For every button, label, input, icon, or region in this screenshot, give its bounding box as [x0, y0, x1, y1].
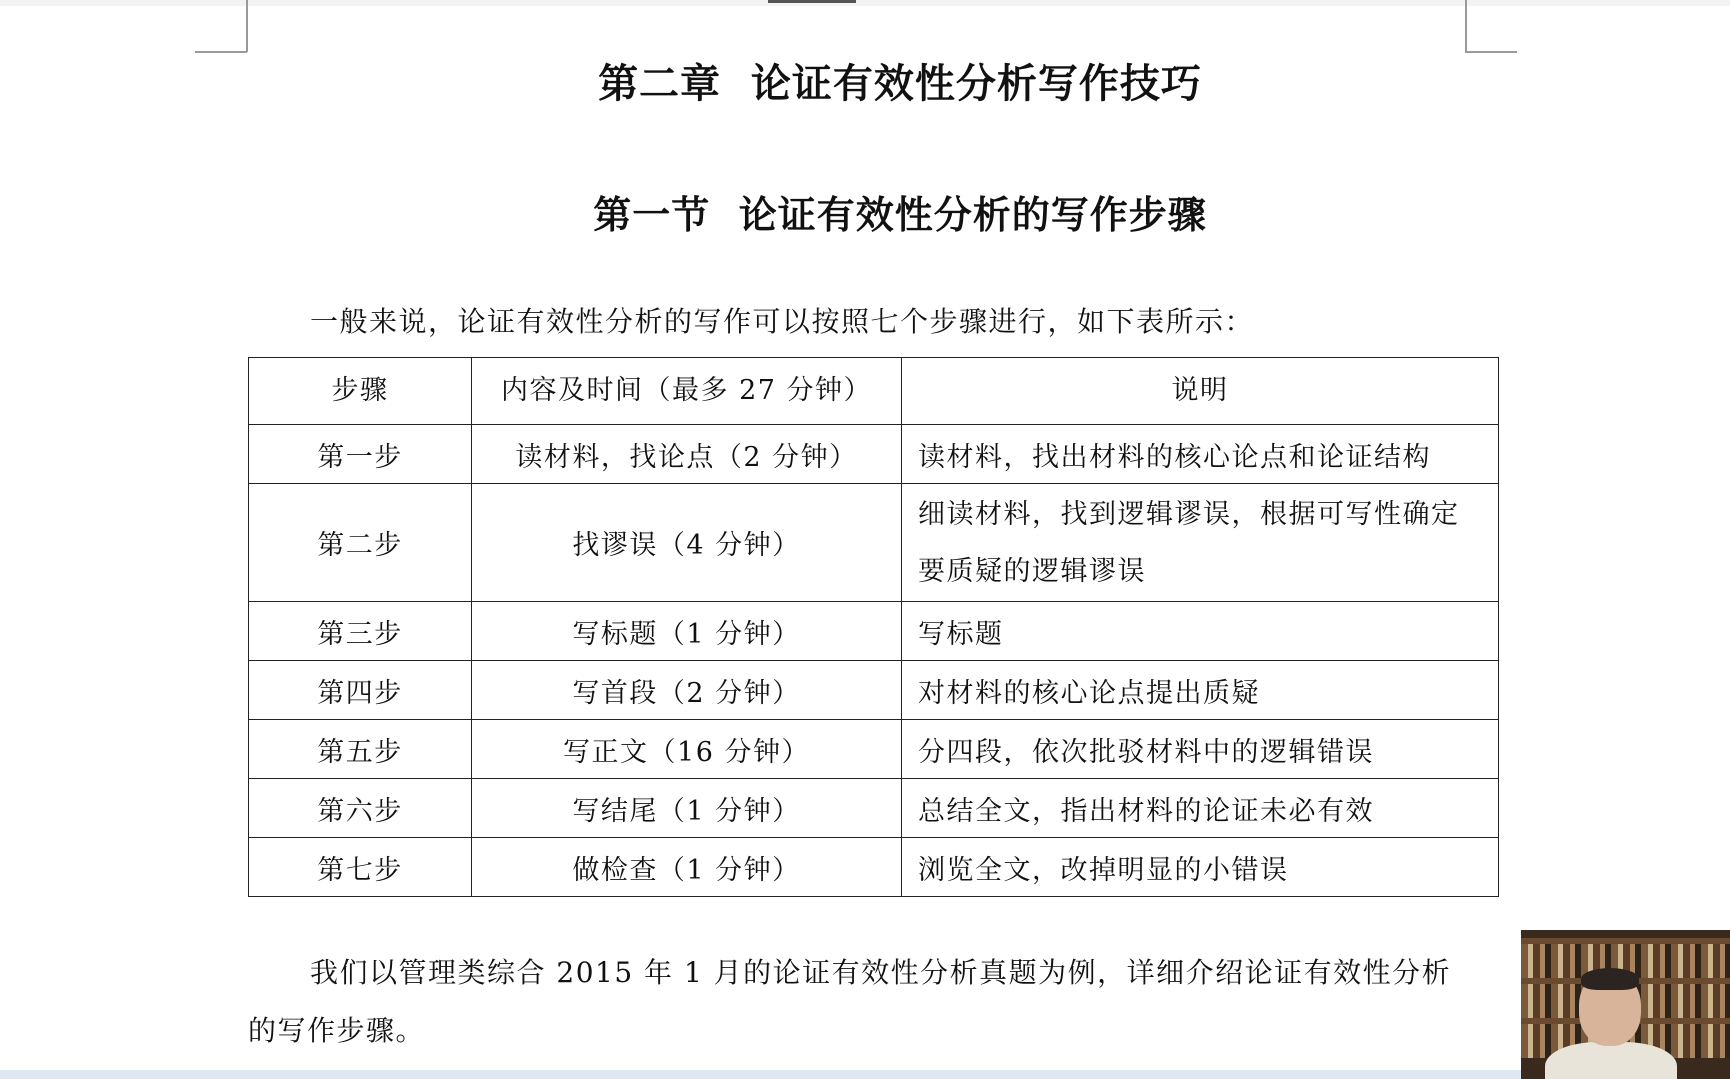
- step-cell: 第五步: [249, 720, 472, 779]
- content-cell: 读材料，找论点（2 分钟）: [472, 425, 902, 484]
- note-cell: 读材料，找出材料的核心论点和论证结构: [902, 425, 1499, 484]
- content-cell: 找谬误（4 分钟）: [472, 484, 902, 602]
- table-row: [249, 779, 1499, 838]
- intro-paragraph: 一般来说，论证有效性分析的写作可以按照七个步骤进行，如下表所示：: [310, 305, 1255, 338]
- step-cell: 第三步: [249, 602, 472, 661]
- content-cell: 写首段（2 分钟）: [472, 661, 902, 720]
- section-title: 第一节 论证有效性分析的写作步骤: [593, 193, 1207, 237]
- table-row: [249, 661, 1499, 720]
- table-row: [249, 720, 1499, 779]
- crop-mark-top-left-vertical: [246, 0, 248, 52]
- note-cell: 对材料的核心论点提出质疑: [902, 661, 1499, 720]
- step-cell: 第七步: [249, 838, 472, 897]
- step-cell: 第一步: [249, 425, 472, 484]
- crop-mark-top-right-vertical: [1465, 0, 1467, 52]
- note-cell: 细读材料，找到逻辑谬误，根据可写性确定要质疑的逻辑谬误: [902, 484, 1499, 602]
- content-cell: 写正文（16 分钟）: [472, 720, 902, 779]
- table-row: [249, 838, 1499, 897]
- content-cell: 做检查（1 分钟）: [472, 838, 902, 897]
- closing-paragraph: 我们以管理类综合 2015 年 1 月的论证有效性分析真题为例，详细介绍论证有效性分析的写作步骤。: [248, 956, 1452, 1047]
- writing-steps-table: [248, 357, 1499, 897]
- content-cell: 写标题（1 分钟）: [472, 602, 902, 661]
- table-header-row: [249, 358, 1499, 425]
- chapter-title: 第二章 论证有效性分析写作技巧: [598, 61, 1202, 107]
- header-step: 步骤: [249, 358, 472, 425]
- table-row: [249, 425, 1499, 484]
- content-cell: 写结尾（1 分钟）: [472, 779, 902, 838]
- table-row: [249, 484, 1499, 602]
- step-cell: 第二步: [249, 484, 472, 602]
- header-note: 说明: [902, 358, 1499, 425]
- ruler-marker: [768, 0, 856, 3]
- table-row: [249, 602, 1499, 661]
- presenter-hair: [1581, 968, 1639, 990]
- top-toolbar-edge: [0, 0, 1730, 6]
- status-bar-edge: [0, 1070, 1730, 1079]
- step-cell: 第四步: [249, 661, 472, 720]
- step-cell: 第六步: [249, 779, 472, 838]
- webcam-video-overlay: [1521, 930, 1730, 1079]
- presenter-body: [1545, 1042, 1677, 1079]
- note-cell: 写标题: [902, 602, 1499, 661]
- note-cell: 总结全文，指出材料的论证未必有效: [902, 779, 1499, 838]
- note-cell: 分四段，依次批驳材料中的逻辑错误: [902, 720, 1499, 779]
- header-content: 内容及时间（最多 27 分钟）: [472, 358, 902, 425]
- note-cell: 浏览全文，改掉明显的小错误: [902, 838, 1499, 897]
